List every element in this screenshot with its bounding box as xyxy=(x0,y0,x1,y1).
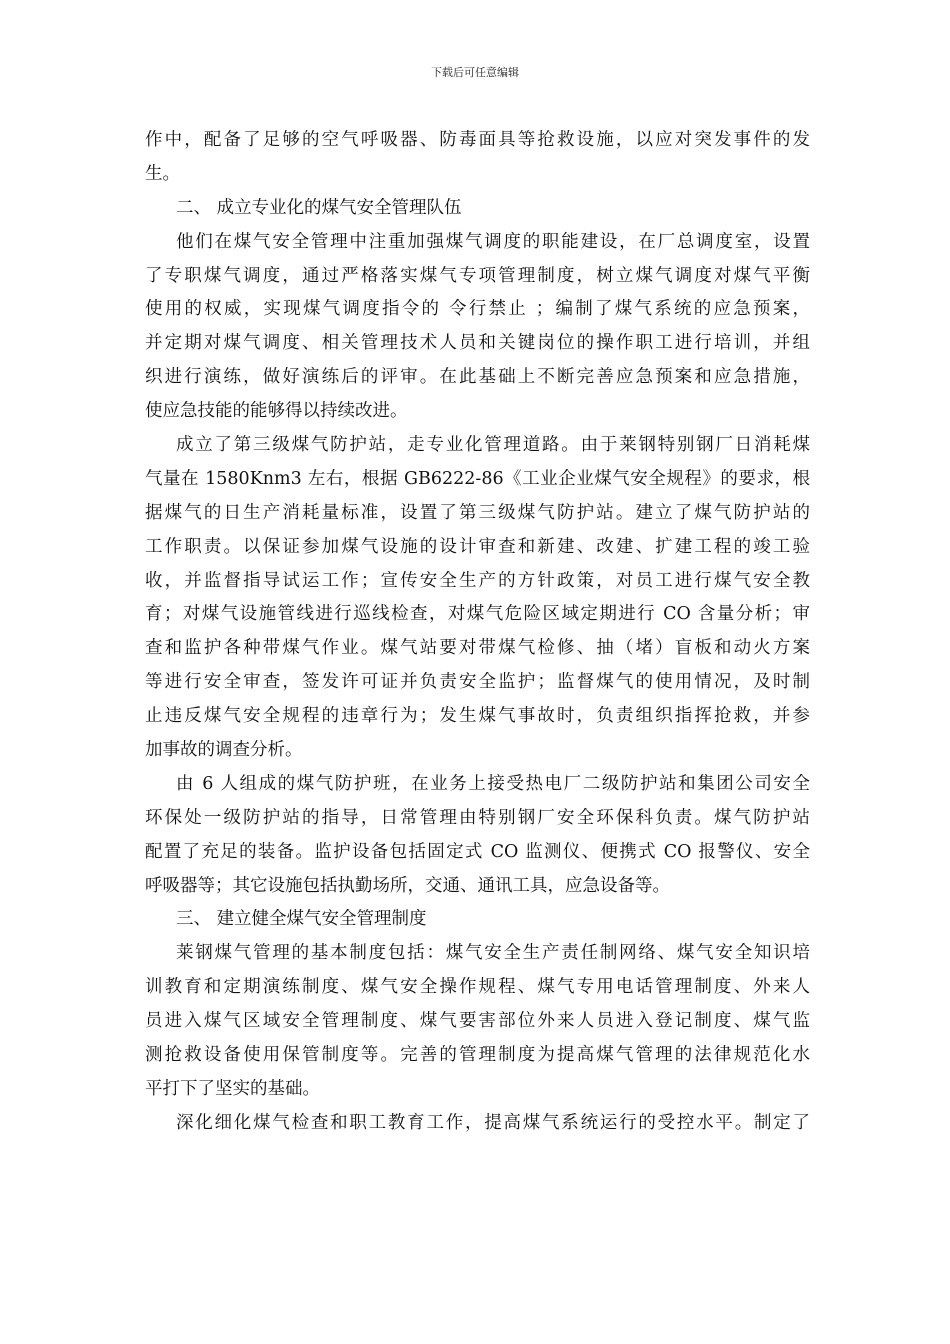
text-line: 了专职煤气调度，通过严格落实煤气专项管理制度，树立煤气调度对煤气平衡 xyxy=(145,265,810,286)
text-line: 配置了充足的装备。监护设备包括固定式 CO 监测仪、便携式 CO 报警仪、安全 xyxy=(145,841,810,862)
text-line: 查和监护各种带煤气作业。煤气站要对带煤气检修、抽（堵）盲板和动火方案 xyxy=(145,638,810,659)
section-heading: 三、 建立健全煤气安全管理制度 xyxy=(176,909,427,930)
text-line: 工作职责。以保证参加煤气设施的设计审查和新建、改建、扩建工程的竣工验 xyxy=(145,536,810,557)
text-line: 并定期对煤气调度、相关管理技术人员和关键岗位的操作职工进行培训，并组 xyxy=(145,333,810,354)
text-line: 由 6 人组成的煤气防护班，在业务上接受热电厂二级防护站和集团公司安全 xyxy=(176,773,810,794)
page-header: 下载后可任意编辑 xyxy=(431,66,519,79)
text-line: 作中，配备了足够的空气呼吸器、防毒面具等抢救设施，以应对突发事件的发 xyxy=(145,130,810,150)
text-line: 使应急技能的能够得以持续改进。 xyxy=(145,401,408,422)
text-line: 加事故的调查分析。 xyxy=(145,740,303,761)
text-line: 成立了第三级煤气防护站，走专业化管理道路。由于莱钢特别钢厂日消耗煤 xyxy=(176,435,810,456)
text-line: 生。 xyxy=(145,163,180,184)
text-line: 环保处一级防护站的指导，日常管理由特别钢厂安全环保科负责。煤气防护站 xyxy=(145,807,810,828)
text-line: 呼吸器等；其它设施包括执勤场所，交通、通讯工具，应急设备等。 xyxy=(145,875,670,896)
text-line: 平打下了坚实的基础。 xyxy=(145,1078,320,1099)
text-line: 他们在煤气安全管理中注重加强煤气调度的职能建设，在厂总调度室，设置 xyxy=(176,231,810,252)
text-line: 训教育和定期演练制度、煤气安全操作规程、煤气专用电话管理制度、外来人 xyxy=(145,977,810,998)
text-line: 育；对煤气设施管线进行巡线检查，对煤气危险区域定期进行 CO 含量分析；审 xyxy=(145,604,810,625)
text-line: 织进行演练，做好演练后的评审。在此基础上不断完善应急预案和应急措施， xyxy=(145,367,810,388)
text-line: 据煤气的日生产消耗量标准，设置了第三级煤气防护站。建立了煤气防护站的 xyxy=(145,502,810,523)
text-line: 收，并监督指导试运工作；宣传安全生产的方针政策，对员工进行煤气安全教 xyxy=(145,570,810,591)
section-heading: 二、 成立专业化的煤气安全管理队伍 xyxy=(176,197,462,218)
text-line: 员进入煤气区域安全管理制度、煤气要害部位外来人员进入登记制度、煤气监 xyxy=(145,1011,810,1032)
document-body xyxy=(145,124,810,1141)
text-line: 测抢救设备使用保管制度等。完善的管理制度为提高煤气管理的法律规范化水 xyxy=(145,1045,810,1066)
text-line: 深化细化煤气检查和职工教育工作，提高煤气系统运行的受控水平。制定了 xyxy=(176,1112,810,1133)
text-line: 使用的权威，实现煤气调度指令的 令行禁止 ；编制了煤气系统的应急预案， xyxy=(145,299,810,320)
text-line: 气量在 1580Knm3 左右，根据 GB6222-86《工业企业煤气安全规程》的要求，根 xyxy=(145,468,810,489)
text-line: 等进行安全审查，签发许可证并负责安全监护；监督煤气的使用情况，及时制 xyxy=(145,672,810,693)
text-line: 莱钢煤气管理的基本制度包括：煤气安全生产责任制网络、煤气安全知识培 xyxy=(176,943,810,964)
text-line: 止违反煤气安全规程的违章行为；发生煤气事故时，负责组织指挥抢救，并参 xyxy=(145,706,810,727)
